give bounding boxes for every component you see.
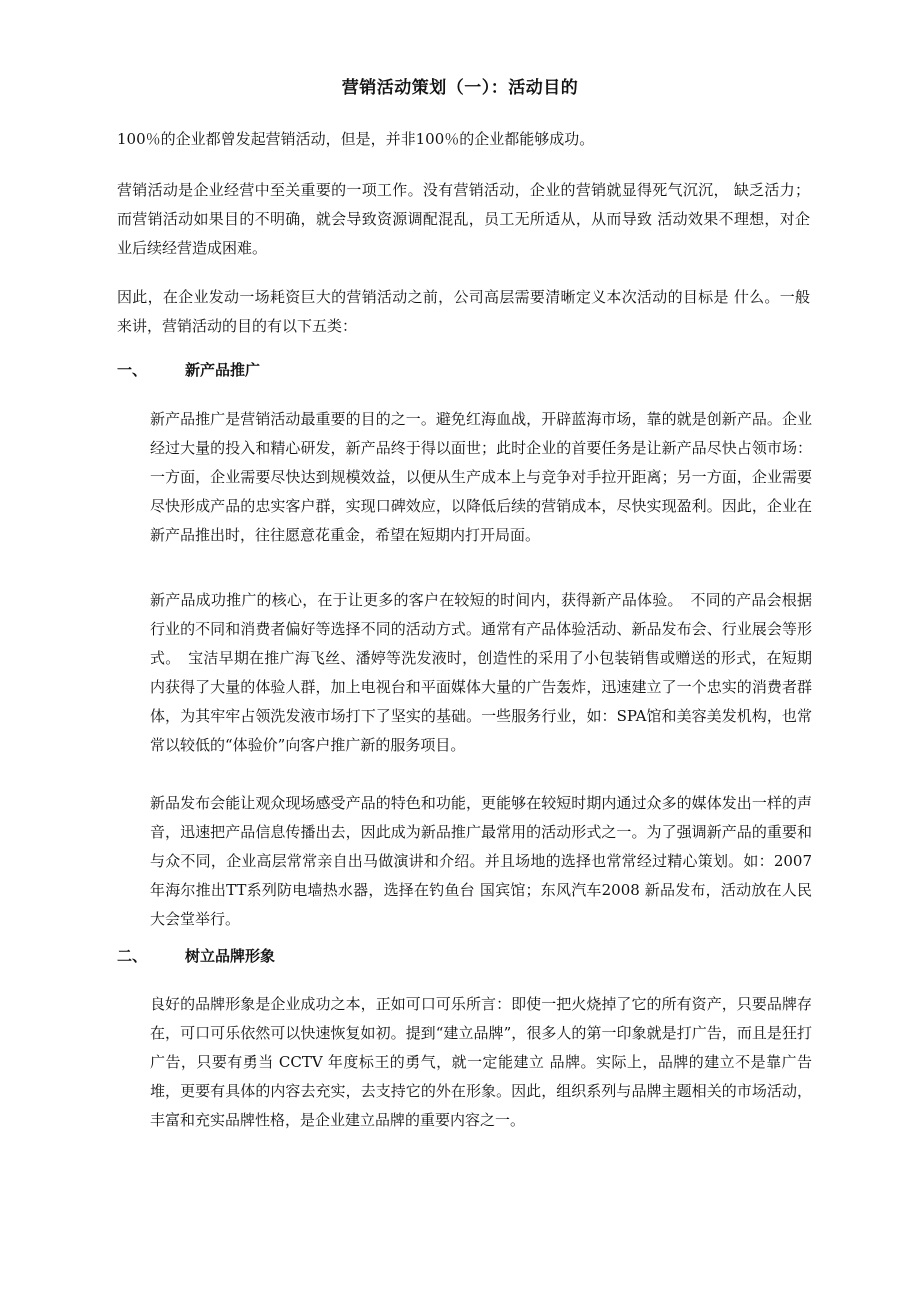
intro-paragraph-3: 因此，在企业发动一场耗资巨大的营销活动之前，公司高层需要清晰定义本次活动的目标是 什么。一般来讲，营销活动的目的有以下五类：	[117, 288, 810, 335]
section-2-title: 树立品牌形象	[185, 947, 276, 965]
section-1-paragraph-1: 新产品推广是营销活动最重要的目的之一。避免红海血战，开辟蓝海市场，靠的就是创新产品。企业经过大量的投入和精心研发，新产品终于得以面世；此时企业的首要任务是让新产品尽快占领市场：一方面，企业需要尽快达到规模效益，以便从生产成本上与竞争对手拉开距离；另一方面，企业需要尽快形成产品的忠实客户群，实现口碑效应，以降低后续的营销成本，尽快实现盈利。因此，企业在新产品推出时，往往愿意花重金，希望在短期内打开局面。	[150, 410, 812, 544]
section-1-number: 一、	[117, 361, 148, 379]
section-2-paragraph-1: 良好的品牌形象是企业成功之本，正如可口可乐所言：即使一把火烧掉了它的所有资产，只要品牌存在，可口可乐依然可以快速恢复如初。提到“建立品牌”，很多人的第一印象就是打广告，而且是狂打广告，只要有勇当 CCTV 年度标王的勇气，就一定能建立 品牌。实际上，品牌的建立不是靠广告堆，更要有具体的内容去充实，去支持它的外在形象。因此，组织系列与品牌主题相关的市场活动，丰富和充实品牌性格，是企业建立品牌的重要内容之一。	[150, 995, 812, 1129]
section-1-title: 新产品推广	[185, 361, 261, 379]
section-2-heading	[117, 944, 275, 968]
section-2-number: 二、	[117, 947, 148, 965]
document-title: 营销活动策划（一）：活动目的	[341, 78, 579, 98]
intro-paragraph-2: 营销活动是企业经营中至关重要的一项工作。没有营销活动，企业的营销就显得死气沉沉， 缺乏活力；而营销活动如果目的不明确，就会导致资源调配混乱，员工无所适从，从而导致 活动效果不理想，对企业后续经营造成困难。	[117, 181, 810, 257]
section-1-paragraph-2: 新产品成功推广的核心，在于让更多的客户在较短的时间内，获得新产品体验。 不同的产品会根据行业的不同和消费者偏好等选择不同的活动方式。通常有产品体验活动、新品发布会、行业展会等形式。 宝洁早期在推广海飞丝、潘婷等洗发液时，创造性的采用了小包装销售或赠送的形式，在短期内获得了大量的体验人群，加上电视台和平面媒体大量的广告轰炸，迅速建立了一个忠实的消费者群体，为其牢牢占领洗发液市场打下了坚实的基础。一些服务行业，如：SPA馆和美容美发机构，也常常以较低的“体验价”向客户推广新的服务项目。	[150, 591, 812, 754]
intro-paragraph-1: 100％的企业都曾发起营销活动，但是，并非100％的企业都能够成功。	[117, 130, 595, 148]
section-1-heading	[117, 358, 260, 382]
section-1-paragraph-3: 新品发布会能让观众现场感受产品的特色和功能，更能够在较短时期内通过众多的媒体发出一样的声音，迅速把产品信息传播出去，因此成为新品推广最常用的活动形式之一。为了强调新产品的重要和与众不同，企业高层常常亲自出马做演讲和介绍。并且场地的选择也常常经过精心策划。如：2007年海尔推出TT系列防电墙热水器，选择在钓鱼台 国宾馆；东风汽车2008 新品发布，活动放在人民大会堂举行。	[150, 794, 812, 928]
